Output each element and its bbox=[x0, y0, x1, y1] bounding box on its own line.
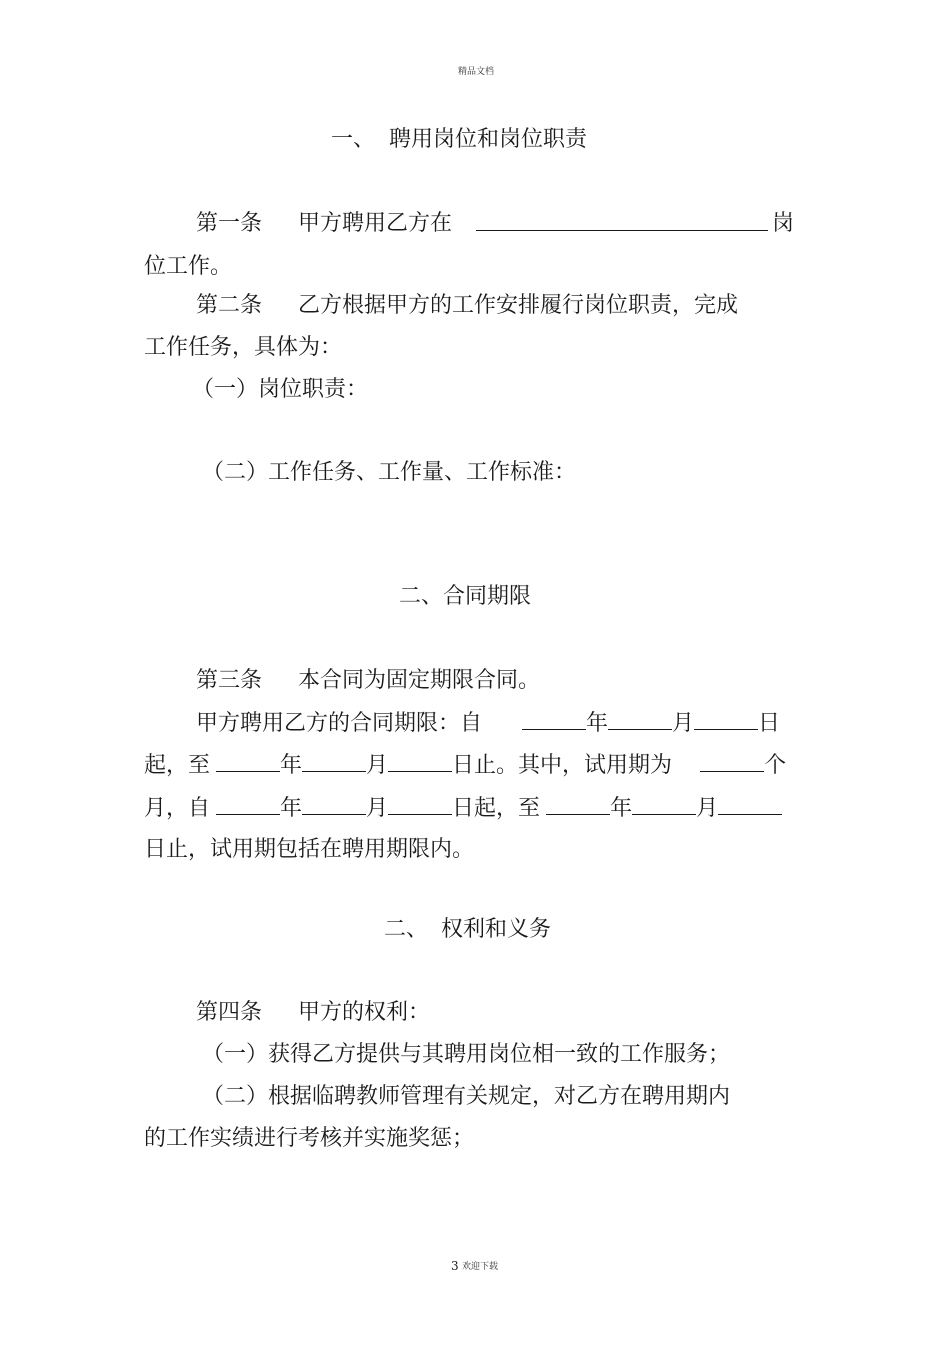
article-1-continuation: 位工作。 bbox=[144, 254, 233, 279]
right-item-2: （二）根据临聘教师管理有关规定，对乙方在聘用期内 bbox=[202, 1084, 731, 1109]
term-line-4: 日止，试用期包括在聘用期限内。 bbox=[144, 837, 475, 862]
trial-start-month-blank bbox=[302, 793, 366, 815]
trial-months-blank bbox=[700, 750, 764, 772]
section-1-title: 聘用岗位和岗位职责 bbox=[389, 127, 588, 152]
duties-item: （一）岗位职责： bbox=[192, 377, 369, 402]
end-month-blank bbox=[302, 750, 366, 772]
day-label: 日 bbox=[758, 711, 781, 736]
term-line-3 bbox=[144, 793, 782, 824]
article-2-text: 乙方根据甲方的工作安排履行岗位职责，完成 bbox=[298, 293, 739, 318]
year-label: 年 bbox=[280, 753, 303, 778]
year-label: 年 bbox=[280, 796, 303, 821]
trial-to: 日起，至 bbox=[452, 796, 541, 821]
article-4-label: 第四条 bbox=[196, 1000, 263, 1025]
start-day-blank bbox=[694, 708, 758, 730]
article-2-label: 第二条 bbox=[196, 293, 263, 318]
section-3-title: 权利和义务 bbox=[441, 917, 552, 942]
trial-intro: 日止。其中，试用期为 bbox=[452, 753, 673, 778]
article-1-blank bbox=[476, 209, 768, 240]
article-1-label: 第一条 bbox=[196, 211, 263, 236]
term-line-2 bbox=[144, 750, 786, 781]
section-2-title: 二、合同期限 bbox=[399, 584, 532, 609]
trial-end-year-blank bbox=[546, 793, 610, 815]
month-label: 月 bbox=[366, 796, 389, 821]
end-day-blank bbox=[388, 750, 452, 772]
year-label: 年 bbox=[610, 796, 633, 821]
page-footer: 欢迎下载 bbox=[462, 1262, 499, 1272]
term-prefix: 甲方聘用乙方的合同期限：自 bbox=[196, 711, 483, 736]
month-label: 月 bbox=[672, 711, 695, 736]
trial-end-month-blank bbox=[632, 793, 696, 815]
term-line-1 bbox=[196, 708, 780, 739]
article-3-text: 本合同为固定期限合同。 bbox=[298, 668, 541, 693]
ge-label: 个 bbox=[764, 753, 787, 778]
term-until: 起，至 bbox=[144, 753, 211, 778]
page-header: 精品文档 bbox=[458, 67, 495, 77]
page-number: 3 bbox=[451, 1259, 459, 1273]
article-2-continuation: 工作任务，具体为： bbox=[144, 335, 343, 360]
right-item-1: （一）获得乙方提供与其聘用岗位相一致的工作服务； bbox=[202, 1042, 731, 1067]
start-month-blank bbox=[608, 708, 672, 730]
article-4-text: 甲方的权利： bbox=[298, 1000, 431, 1025]
article-1-tail: 岗 bbox=[772, 211, 795, 236]
article-3-label: 第三条 bbox=[196, 668, 263, 693]
month-label: 月 bbox=[366, 753, 389, 778]
right-item-2-continuation: 的工作实绩进行考核并实施奖惩； bbox=[144, 1126, 475, 1151]
tasks-item: （二）工作任务、工作量、工作标准： bbox=[202, 460, 577, 485]
trial-start-year-blank bbox=[216, 793, 280, 815]
trial-end-day-blank bbox=[718, 793, 782, 815]
month-label: 月 bbox=[696, 796, 719, 821]
article-1-text: 甲方聘用乙方在 bbox=[298, 211, 453, 236]
section-3-number: 二、 bbox=[384, 917, 429, 942]
trial-start-day-blank bbox=[388, 793, 452, 815]
end-year-blank bbox=[216, 750, 280, 772]
section-1-number: 一、 bbox=[331, 127, 376, 152]
year-label: 年 bbox=[586, 711, 609, 736]
trial-from: 月，自 bbox=[144, 796, 211, 821]
start-year-blank bbox=[522, 708, 586, 730]
